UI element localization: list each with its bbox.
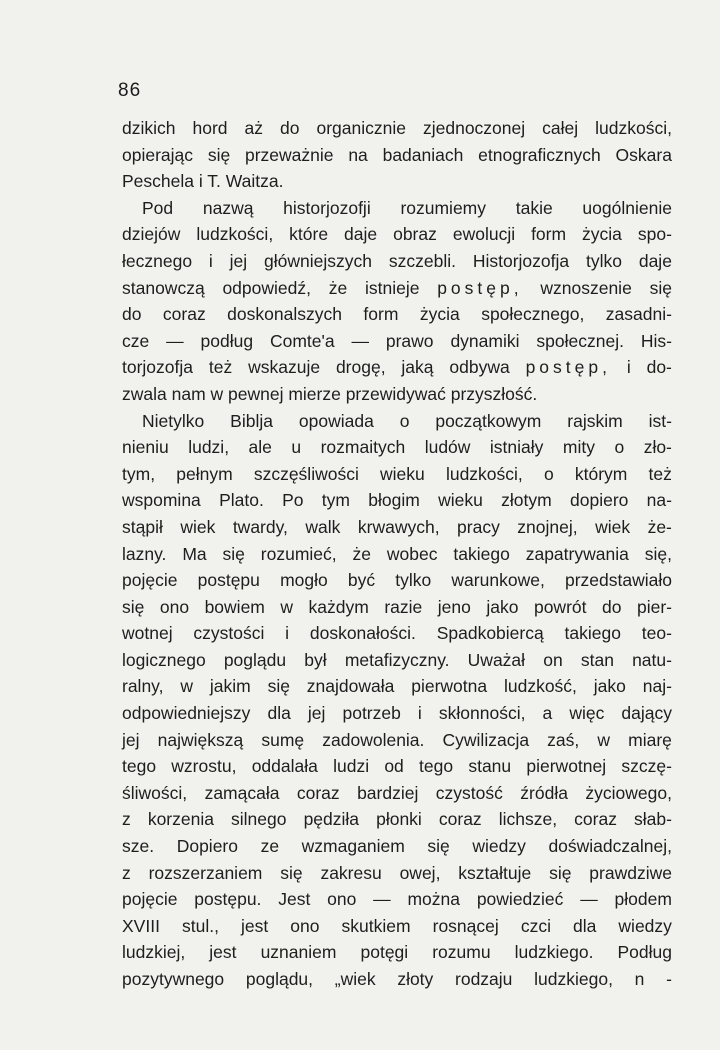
text-line: dziejów ludzkości, które daje obraz ewolucji form życia spo- [122,224,672,245]
text-line: tego wzrostu, oddalała ludzi od tego stanu pierwotnej szczę- [122,756,672,777]
text-line: odpowiedniejszy dla jej potrzeb i skłonności, a więc dający [122,703,672,724]
text-line: stąpił wiek twardy, walk krwawych, pracy znojnej, wiek że- [122,516,672,537]
text-line: z rozszerzaniem się zakresu owej, kształtuje się prawdziwe [122,862,672,883]
text-line: logicznego poglądu był metafizyczny. Uważał on stan natu- [122,649,672,670]
text-line: się ono bowiem w każdym razie jeno jako powrót do pier- [122,596,672,617]
text-line: zwala nam w pewnej mierze przewidywać przyszłość. [122,383,538,404]
text-line: ralny, w jakim się znajdowała pierwotna ludzkość, jako naj- [122,676,672,697]
text-line: Pod nazwą historjozofji rozumiemy takie uogólnienie [142,197,672,218]
text-line: pojęcie postępu. Jest ono — można powiedzieć — płodem [122,889,672,910]
text-line: jej największą sumę zadowolenia. Cywilizacja zaś, w miarę [122,729,672,750]
text-line: pojęcie postępu mogło być tylko warunkowe, przedstawiało [122,570,672,591]
text-line: z korzenia silnego pędziła płonki coraz lichsze, coraz słab- [122,809,672,830]
text-line: tym, pełnym szczęśliwości wieku ludzkości, o którym też [122,463,672,484]
text-line: torjozofja też wskazuje drogę, jaką odbywa postęp, i do- [122,357,672,378]
text-line: opierając się przeważnie na badaniach etnograficznych Oskara [122,144,672,165]
text-line: Peschela i T. Waitza. [122,171,284,192]
text-line: lazny. Ma się rozumieć, że wobec takiego zapatrywania się, [122,543,672,564]
text-line: wspomina Plato. Po tym błogim wieku złotym dopiero na- [122,490,672,511]
text-line: nieniu ludzi, ale u rozmaitych ludów istniały mity o zło- [122,437,672,458]
text-line: cze — podług Comte'a — prawo dynamiki społecznej. His- [122,330,672,351]
text-line: dzikich hord aż do organicznie zjednoczonej całej ludzkości, [122,118,672,138]
text-line: wotnej czystości i doskonałości. Spadkobiercą takiego teo- [122,623,672,644]
body-text [122,115,672,993]
text-line: ludzkiej, jest uznaniem potęgi rozumu ludzkiego. Podług [122,942,672,963]
page-number: 86 [118,80,142,101]
text-line: XVIII stul., jest ono skutkiem rosnącej czci dla wiedzy [122,915,672,936]
text-line: stanowczą odpowiedź, że istnieje postęp, wznoszenie się [122,277,672,298]
text-line: pozytywnego poglądu, „wiek złoty rodzaju ludzkiego, n - [122,969,672,989]
text-line: do coraz doskonalszych form życia społecznego, zasadni- [122,304,672,325]
text-line: śliwości, zamącała coraz bardziej czystość źródła życiowego, [122,782,672,803]
text-line: Nietylko Biblja opowiada o początkowym rajskim ist- [142,410,672,431]
text-line: sze. Dopiero ze wzmaganiem się wiedzy doświadczalnej, [122,836,672,857]
text-line: łecznego i jej główniejszych szczebli. Historjozofja tylko daje [122,250,672,271]
